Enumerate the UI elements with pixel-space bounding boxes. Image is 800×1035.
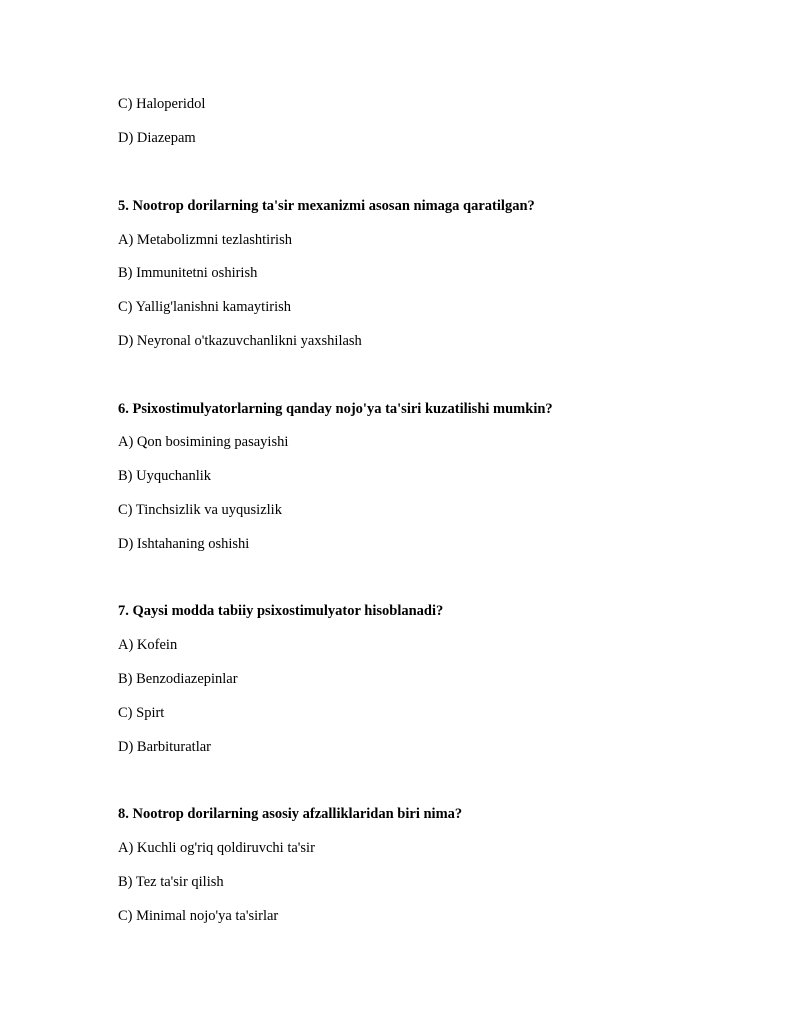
question-title: 8. Nootrop dorilarning asosiy afzalliklaridan biri nima? [118, 806, 463, 822]
option-line: C) Minimal nojo'ya ta'sirlar [118, 908, 279, 924]
question-title: 5. Nootrop dorilarning ta'sir mexanizmi asosan nimaga qaratilgan? [118, 198, 535, 214]
option-line: A) Qon bosimining pasayishi [118, 434, 289, 450]
option-line: B) Uyquchanlik [118, 468, 212, 484]
option-line: C) Haloperidol [118, 96, 206, 112]
option-line: C) Yallig'lanishni kamaytirish [118, 299, 291, 315]
option-line: A) Kuchli og'riq qoldiruvchi ta'sir [118, 840, 315, 856]
option-line: D) Diazepam [118, 130, 196, 146]
option-line: D) Neyronal o'tkazuvchanlikni yaxshilash [118, 333, 362, 349]
option-line: C) Tinchsizlik va uyqusizlik [118, 502, 282, 518]
option-line: B) Tez ta'sir qilish [118, 874, 224, 890]
question-title: 7. Qaysi modda tabiiy psixostimulyator hisoblanadi? [118, 603, 444, 619]
option-line: D) Barbituratlar [118, 739, 212, 755]
option-line: D) Ishtahaning oshishi [118, 536, 250, 552]
option-line: A) Kofein [118, 637, 178, 653]
question-title: 6. Psixostimulyatorlarning qanday nojo'ya ta'siri kuzatilishi mumkin? [118, 401, 553, 417]
option-line: B) Benzodiazepinlar [118, 671, 238, 687]
option-line: A) Metabolizmni tezlashtirish [118, 232, 292, 248]
option-line: B) Immunitetni oshirish [118, 265, 258, 281]
option-line: C) Spirt [118, 705, 165, 721]
